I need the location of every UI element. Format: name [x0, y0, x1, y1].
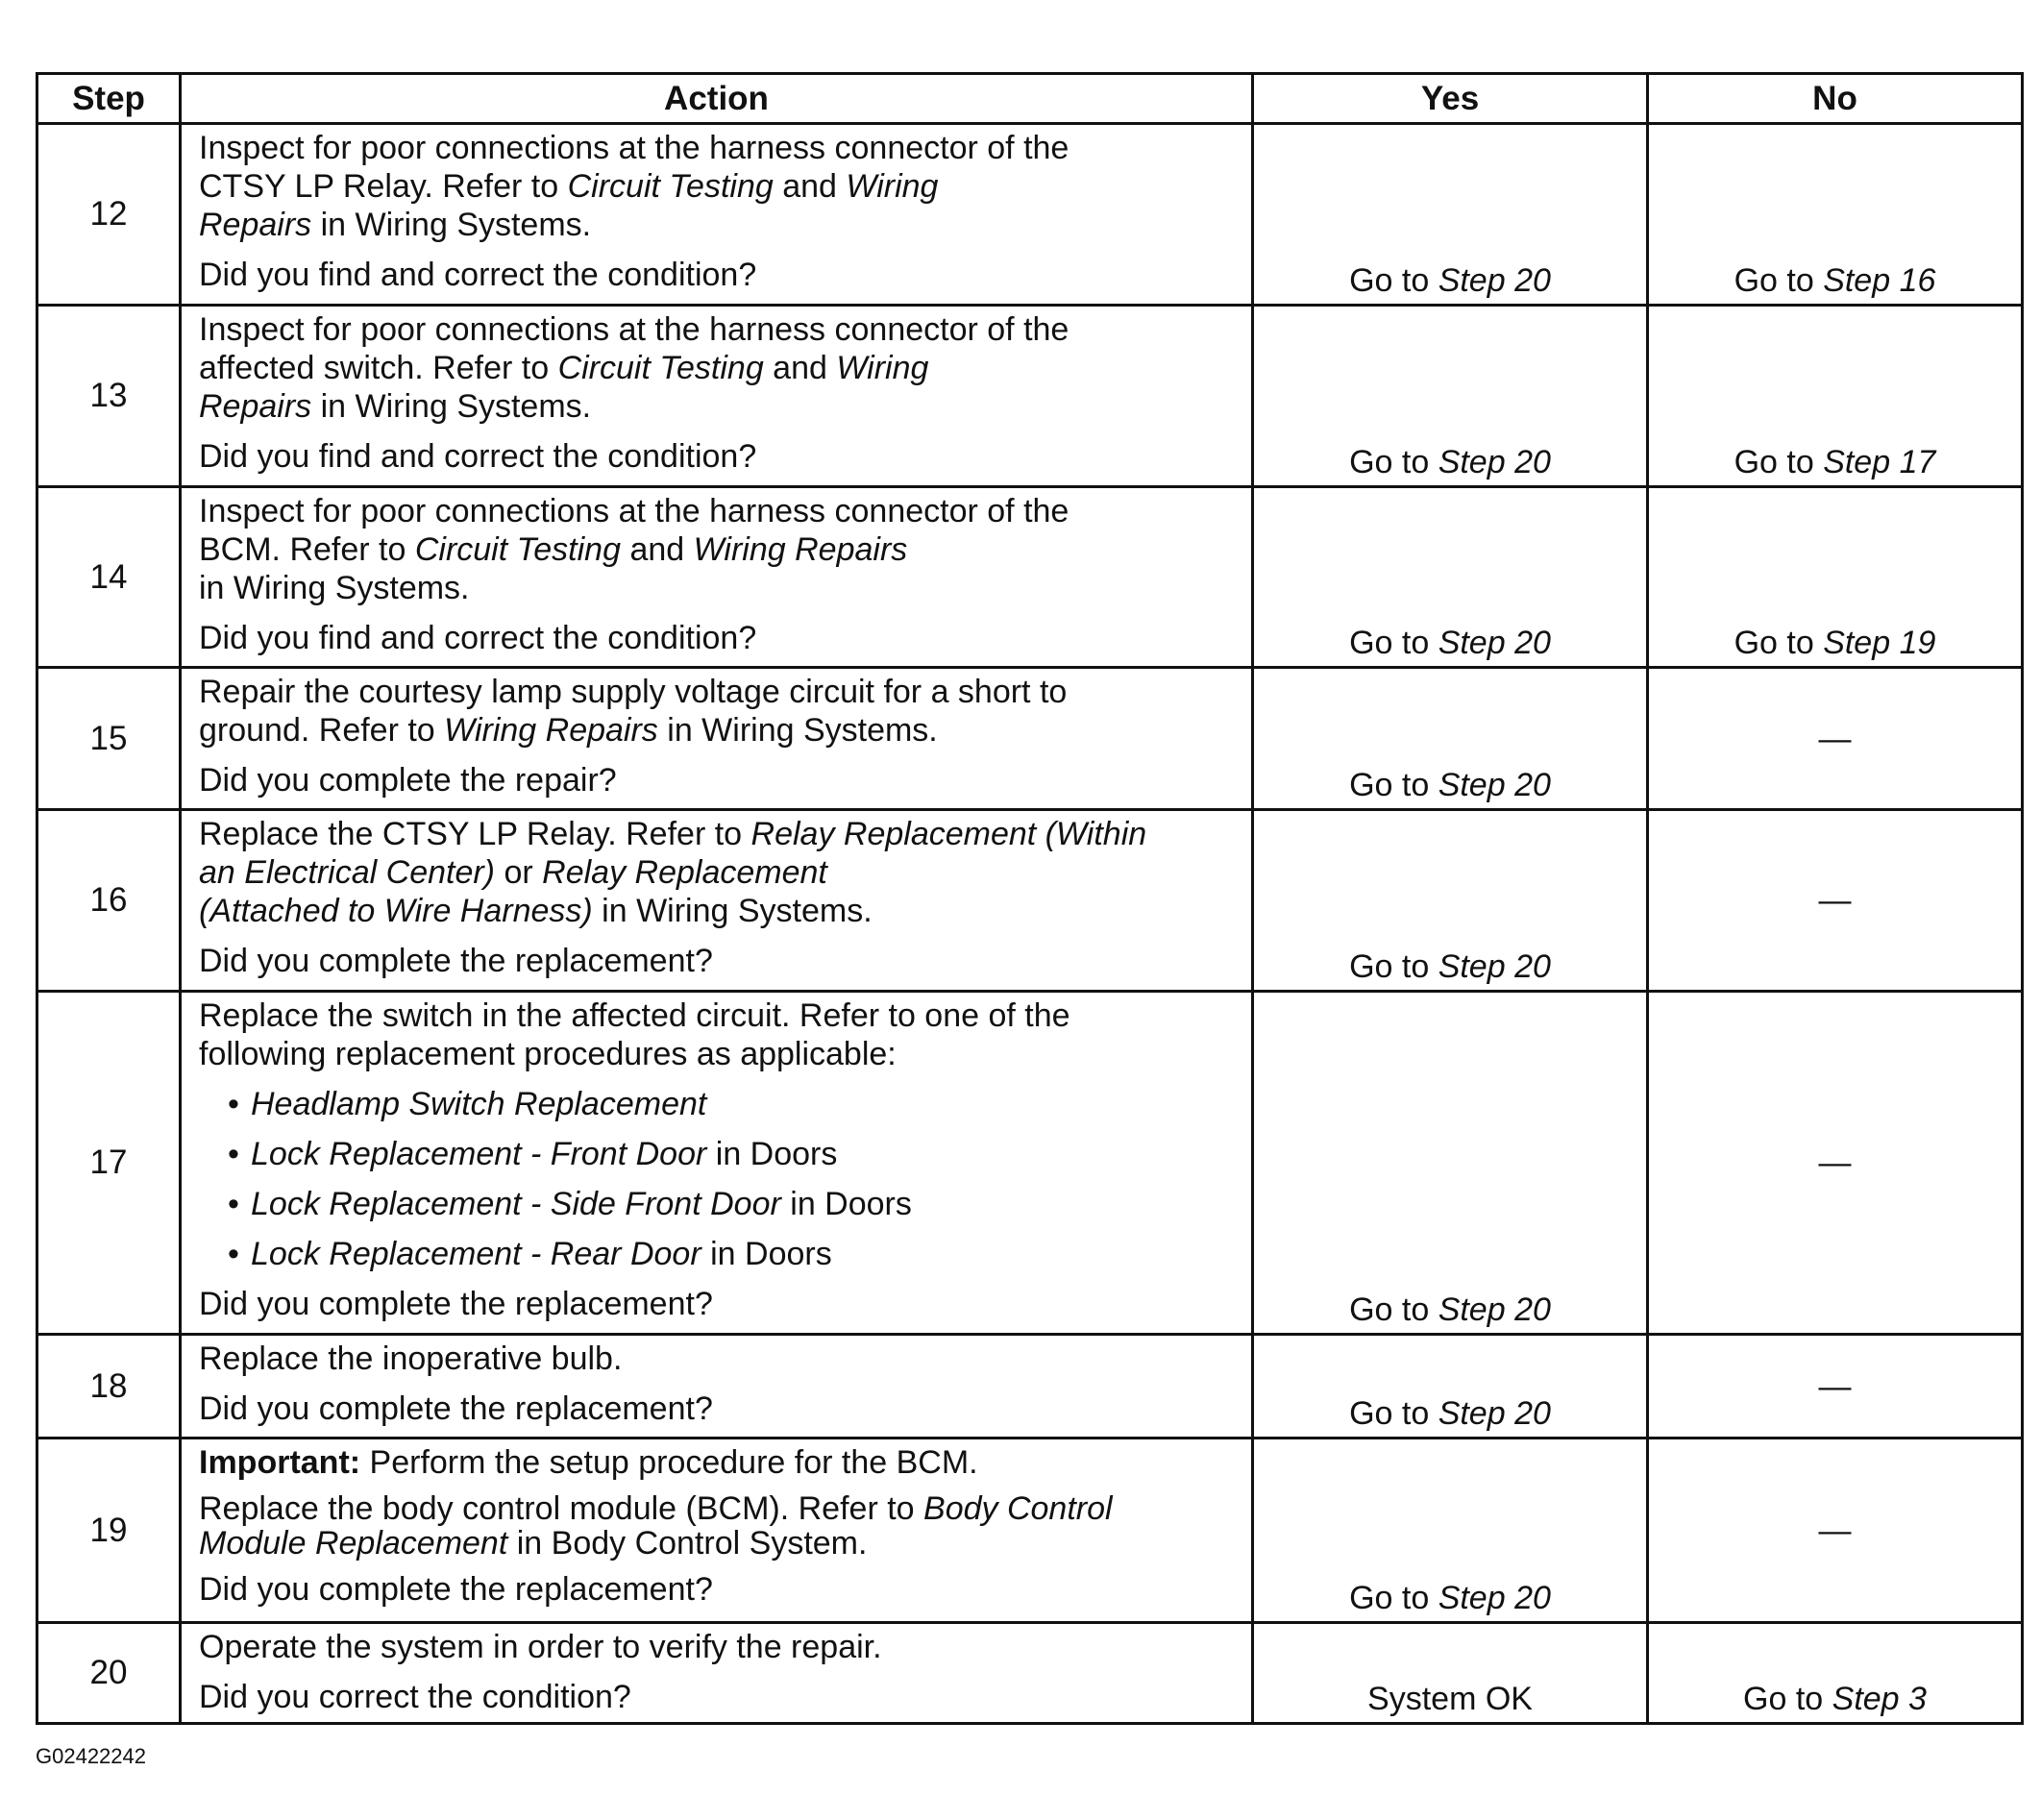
yes-result: Go to Step 20 — [1253, 668, 1648, 810]
step-number: 12 — [37, 124, 181, 306]
yes-result: System OK — [1253, 1623, 1648, 1724]
table-row — [37, 1439, 2023, 1623]
yes-result: Go to Step 20 — [1253, 992, 1648, 1335]
figure-id: G02422242 — [36, 1744, 146, 1768]
no-result: — — [1648, 810, 2023, 992]
no-result: — — [1648, 1439, 2023, 1623]
action-question: Did you find and correct the condition? — [199, 438, 757, 475]
table-row — [37, 1335, 2023, 1439]
header-no: No — [1648, 74, 2023, 124]
action-text: Inspect for poor connections at the harness connector of the affected switch. Refer to Circuit Testing and Wiring Repairs in Wiring Systems. — [199, 311, 1070, 425]
action-text: Inspect for poor connections at the harness connector of the BCM. Refer to Circuit Testing and Wiring Repairs in Wiring Systems. — [199, 493, 1070, 606]
table-row — [37, 810, 2023, 992]
list-item: • Lock Replacement - Front Door in Doors — [228, 1135, 1236, 1173]
action-cell — [181, 487, 1253, 668]
yes-result: Go to Step 20 — [1253, 487, 1648, 668]
table-row — [37, 992, 2023, 1335]
table-row — [37, 306, 2023, 487]
yes-result: Go to Step 20 — [1253, 306, 1648, 487]
step-number: 15 — [37, 668, 181, 810]
yes-result: Go to Step 20 — [1253, 1335, 1648, 1439]
step-number: 17 — [37, 992, 181, 1335]
procedure-list — [199, 1085, 1236, 1273]
diagnostic-table-container — [36, 72, 2021, 1725]
step-number: 19 — [37, 1439, 181, 1623]
table-row — [37, 1623, 2023, 1724]
yes-result: Go to Step 20 — [1253, 810, 1648, 992]
important-note: Important: Perform the setup procedure for the BCM. — [199, 1444, 978, 1481]
yes-result: Go to Step 20 — [1253, 1439, 1648, 1623]
step-number: 20 — [37, 1623, 181, 1724]
action-text: Replace the body control module (BCM). Refer to Body Control Module Replacement in Body Control System. — [199, 1490, 1113, 1562]
no-result: Go to Step 17 — [1648, 306, 2023, 487]
no-result: Go to Step 3 — [1648, 1623, 2023, 1724]
action-text: Inspect for poor connections at the harness connector of the CTSY LP Relay. Refer to Circuit Testing and Wiring Repairs in Wiring Systems. — [199, 130, 1070, 243]
action-text: Repair the courtesy lamp supply voltage circuit for a short to ground. Refer to Wiring Repairs in Wiring Systems. — [199, 674, 1068, 749]
step-number: 14 — [37, 487, 181, 668]
action-cell — [181, 1623, 1253, 1724]
no-result: Go to Step 19 — [1648, 487, 2023, 668]
step-number: 18 — [37, 1335, 181, 1439]
list-item: • Headlamp Switch Replacement — [228, 1085, 1236, 1123]
no-result: Go to Step 16 — [1648, 124, 2023, 306]
no-result: — — [1648, 668, 2023, 810]
action-cell — [181, 124, 1253, 306]
action-text: Replace the switch in the affected circuit. Refer to one of the following replacement procedures as applicable: — [199, 997, 1070, 1072]
action-cell — [181, 1335, 1253, 1439]
diagnostic-table — [36, 72, 2024, 1725]
header-yes: Yes — [1253, 74, 1648, 124]
yes-result: Go to Step 20 — [1253, 124, 1648, 306]
action-cell — [181, 810, 1253, 992]
action-question: Did you complete the replacement? — [199, 943, 713, 979]
no-result: — — [1648, 1335, 2023, 1439]
list-item: • Lock Replacement - Rear Door in Doors — [228, 1235, 1236, 1273]
action-text: Replace the CTSY LP Relay. Refer to Relay Replacement (Within an Electrical Center) or Relay Replacement (Attached to Wire Harness) in Wiring Systems. — [199, 816, 1147, 929]
table-row — [37, 487, 2023, 668]
action-cell — [181, 306, 1253, 487]
action-question: Did you complete the replacement? — [199, 1571, 713, 1608]
step-number: 13 — [37, 306, 181, 487]
header-row — [37, 74, 2023, 124]
action-cell — [181, 992, 1253, 1335]
action-cell — [181, 1439, 1253, 1623]
action-cell — [181, 668, 1253, 810]
action-question: Did you complete the replacement? — [199, 1286, 713, 1322]
no-result: — — [1648, 992, 2023, 1335]
header-step: Step — [37, 74, 181, 124]
header-action: Action — [181, 74, 1253, 124]
action-question: Did you complete the repair? — [199, 762, 617, 799]
table-row — [37, 124, 2023, 306]
action-text: Operate the system in order to verify the repair. — [199, 1629, 882, 1665]
action-question: Did you complete the replacement? — [199, 1390, 713, 1427]
action-question: Did you correct the condition? — [199, 1679, 631, 1715]
table-row — [37, 668, 2023, 810]
step-number: 16 — [37, 810, 181, 992]
list-item: • Lock Replacement - Side Front Door in Doors — [228, 1185, 1236, 1223]
action-question: Did you find and correct the condition? — [199, 257, 757, 293]
action-text: Replace the inoperative bulb. — [199, 1340, 623, 1377]
action-question: Did you find and correct the condition? — [199, 620, 757, 656]
